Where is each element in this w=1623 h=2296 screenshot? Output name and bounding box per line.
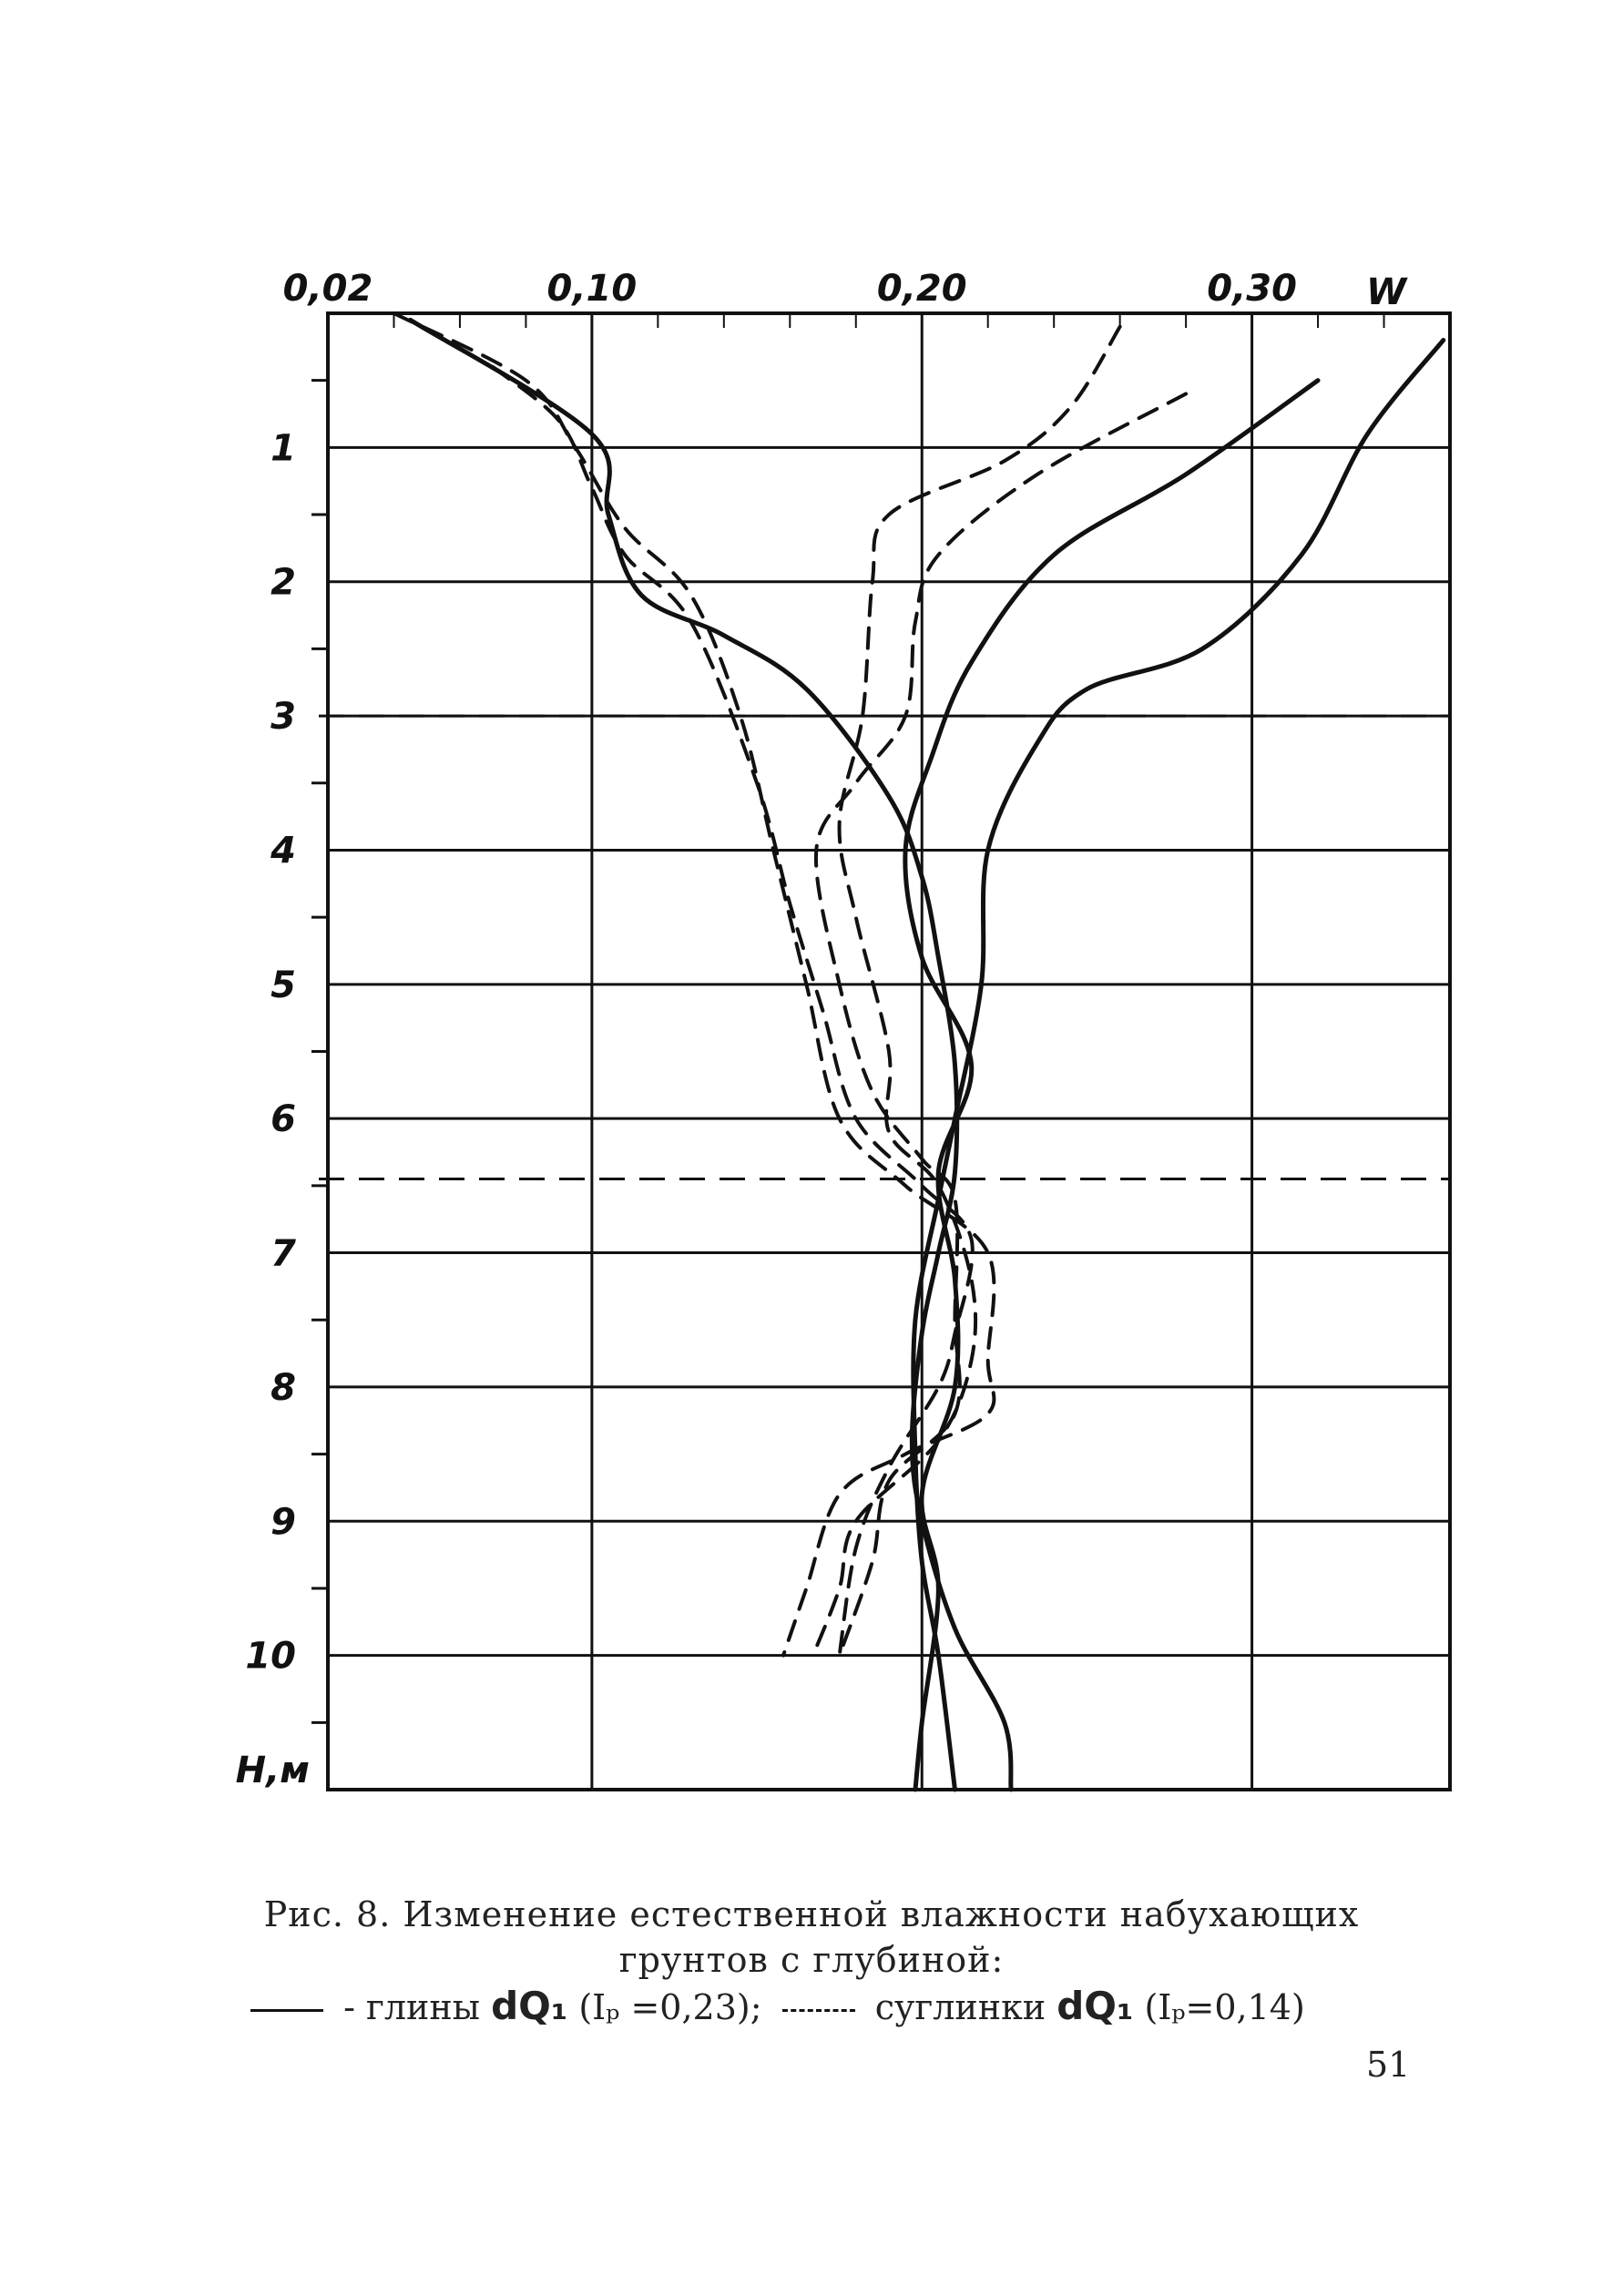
clay-series-line [914, 340, 1444, 1790]
loam-series-line [493, 367, 973, 1656]
x-tick-label: 0,20 [876, 268, 967, 310]
y-tick-label: 8 [270, 1366, 296, 1409]
y-tick-label: 2 [270, 561, 296, 604]
y-tick-label: 5 [270, 964, 296, 1006]
legend-solid-swatch [250, 2009, 323, 2012]
legend-solid-ip: (Iₚ =0,23); [578, 1987, 762, 2027]
series-group [393, 313, 1443, 1790]
grid [311, 313, 1450, 1790]
x-tick-label: 0,02 [282, 268, 373, 310]
y-tick-label: 10 [245, 1635, 296, 1678]
caption-line-1: Рис. 8. Изменение естественной влажности набухающих [263, 1894, 1360, 1934]
y-tick-label: 9 [270, 1501, 296, 1544]
y-tick-label: 7 [270, 1232, 296, 1275]
y-tick-label: 3 [270, 696, 296, 739]
caption-line-2: грунтов с глубиной: [618, 1940, 1005, 1980]
x-tick-label: 0,10 [546, 268, 638, 310]
legend-solid-label: - глины [343, 1987, 480, 2027]
legend [241, 1984, 1535, 2028]
y-axis-label: Н,м [235, 1750, 310, 1791]
legend-dash-symbol: dQ₁ [1056, 1984, 1134, 2028]
clay-series-line [905, 381, 1318, 1790]
y-tick-label: 1 [270, 427, 296, 470]
loam-series-line [813, 327, 1120, 1656]
x-axis-label: W [1365, 271, 1407, 313]
legend-dash-swatch [782, 2009, 855, 2012]
page-number: 51 [1366, 2045, 1411, 2085]
y-tick-label: 6 [270, 1098, 296, 1141]
legend-dash-label: суглинки [874, 1987, 1046, 2027]
legend-dash-ip: (Iₚ=0,14) [1144, 1987, 1305, 2027]
tick-labels [236, 268, 1408, 1791]
legend-solid-symbol: dQ₁ [491, 1984, 568, 2028]
y-tick-label: 4 [270, 830, 296, 872]
x-tick-label: 0,30 [1207, 268, 1297, 310]
